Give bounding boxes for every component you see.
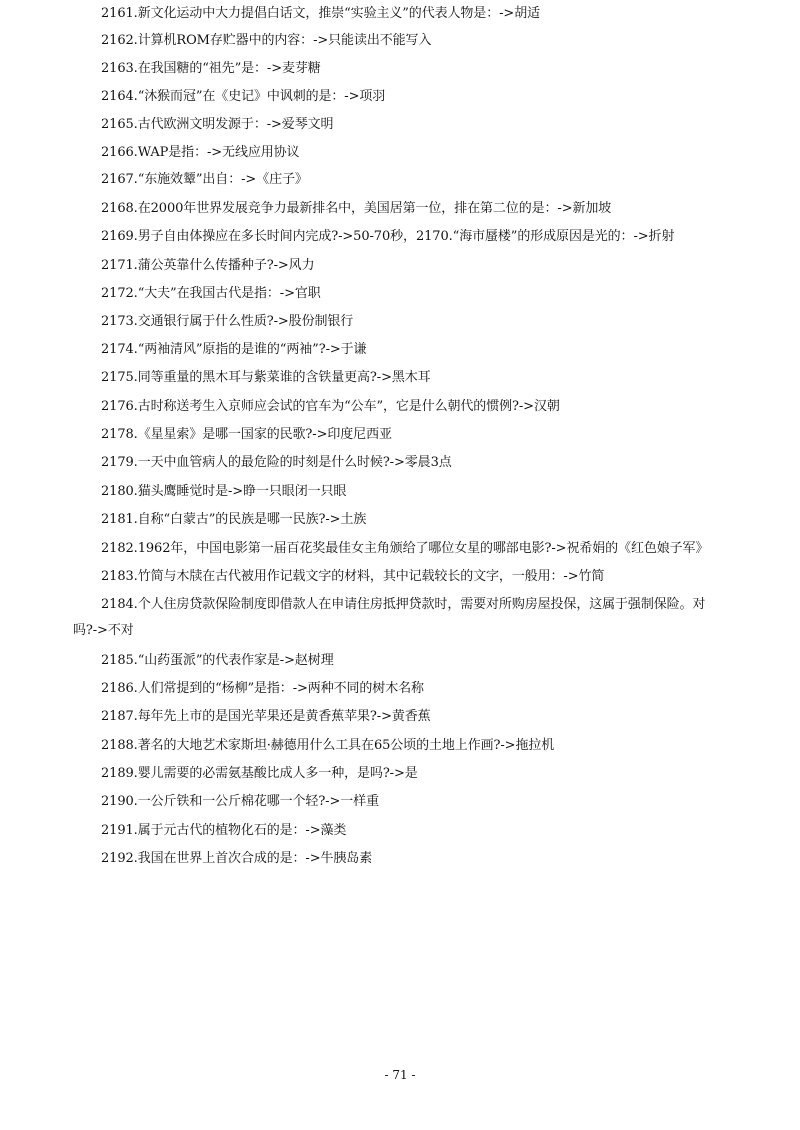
- qa-entry: 2171.蒲公英靠什么传播种子?->风力: [101, 258, 315, 273]
- qa-entry: 2163.在我国糖的“祖先”是：->麦芽糖: [101, 61, 321, 76]
- qa-entry: 2180.猫头鹰睡觉时是->睁一只眼闭一只眼: [101, 484, 347, 499]
- qa-entry: 2183.竹简与木牍在古代被用作记载文字的材料，其中记载较长的文字，一般用：->竹简: [101, 569, 605, 584]
- qa-entry: 2182.1962年，中国电影第一届百花奖最佳女主角颁给了哪位女星的哪部电影?->祝希娟的《红色娘子军》: [101, 541, 709, 556]
- qa-entry: 2191.属于元古代的植物化石的是：->藻类: [101, 823, 347, 838]
- qa-entry: 2165.古代欧洲文明发源于：->爱琴文明: [101, 117, 334, 132]
- qa-entry: 2172.“大夫”在我国古代是指：->官职: [101, 286, 321, 301]
- qa-entry: 2176.古时称送考生入京师应会试的官车为“公车”，它是什么朝代的惯例?->汉朝: [101, 399, 560, 414]
- qa-entry: 2186.人们常提到的“杨柳”是指：->两种不同的树木名称: [101, 681, 424, 696]
- qa-entry: 2187.每年先上市的是国光苹果还是黄香蕉苹果?->黄香蕉: [101, 709, 431, 724]
- qa-entry: 2178.《星星索》是哪一国家的民歌?->印度尼西亚: [101, 427, 392, 442]
- qa-entry-continuation: 吗?->不对: [73, 623, 134, 638]
- qa-entry: 2179.一天中血管病人的最危险的时刻是什么时候?->零晨3点: [101, 455, 452, 470]
- qa-entry: 2164.“沐猴而冠”在《史记》中讽刺的是：->项羽: [101, 89, 386, 104]
- qa-entry: 2161.新文化运动中大力提倡白话文，推崇“实验主义”的代表人物是：->胡适: [101, 6, 540, 21]
- qa-entry: 2192.我国在世界上首次合成的是：->牛胰岛素: [101, 851, 373, 866]
- qa-entry: 2168.在2000年世界发展竞争力最新排名中，美国居第一位，排在第二位的是：->新加坡: [101, 201, 612, 216]
- qa-entry: 2181.自称“白蒙古”的民族是哪一民族?->土族: [101, 512, 367, 527]
- page-number: - 71 -: [384, 1068, 416, 1082]
- qa-entry: 2188.著名的大地艺术家斯坦·赫德用什么工具在65公顷的土地上作画?->拖拉机: [101, 738, 555, 753]
- qa-entry: 2173.交通银行属于什么性质?->股份制银行: [101, 314, 354, 329]
- qa-entry: 2174.“两袖清风”原指的是谁的“两袖”?->于谦: [101, 342, 367, 357]
- qa-entry: 2189.婴儿需要的必需氨基酸比成人多一种，是吗?->是: [101, 766, 418, 781]
- qa-entry: 2166.WAP是指：->无线应用协议: [101, 145, 300, 160]
- qa-entry: 2169.男子自由体操应在多长时间内完成?->50-70秒，2170.“海市蜃楼”的形成原因是光的：->折射: [101, 229, 675, 244]
- qa-entry: 2175.同等重量的黑木耳与紫菜谁的含铁量更高?->黑木耳: [101, 370, 431, 385]
- qa-entry: 2162.计算机ROM存贮器中的内容：->只能读出不能写入: [101, 33, 432, 48]
- qa-entry: 2185.“山药蛋派”的代表作家是->赵树理: [101, 653, 334, 668]
- qa-entry: 2190.一公斤铁和一公斤棉花哪一个轻?->一样重: [101, 794, 379, 809]
- qa-entry: 2167.“东施效颦”出自：->《庄子》: [101, 172, 308, 187]
- qa-entry: 2184.个人住房贷款保险制度即借款人在申请住房抵押贷款时，需要对所购房屋投保，这属于强制保险。对: [101, 597, 706, 612]
